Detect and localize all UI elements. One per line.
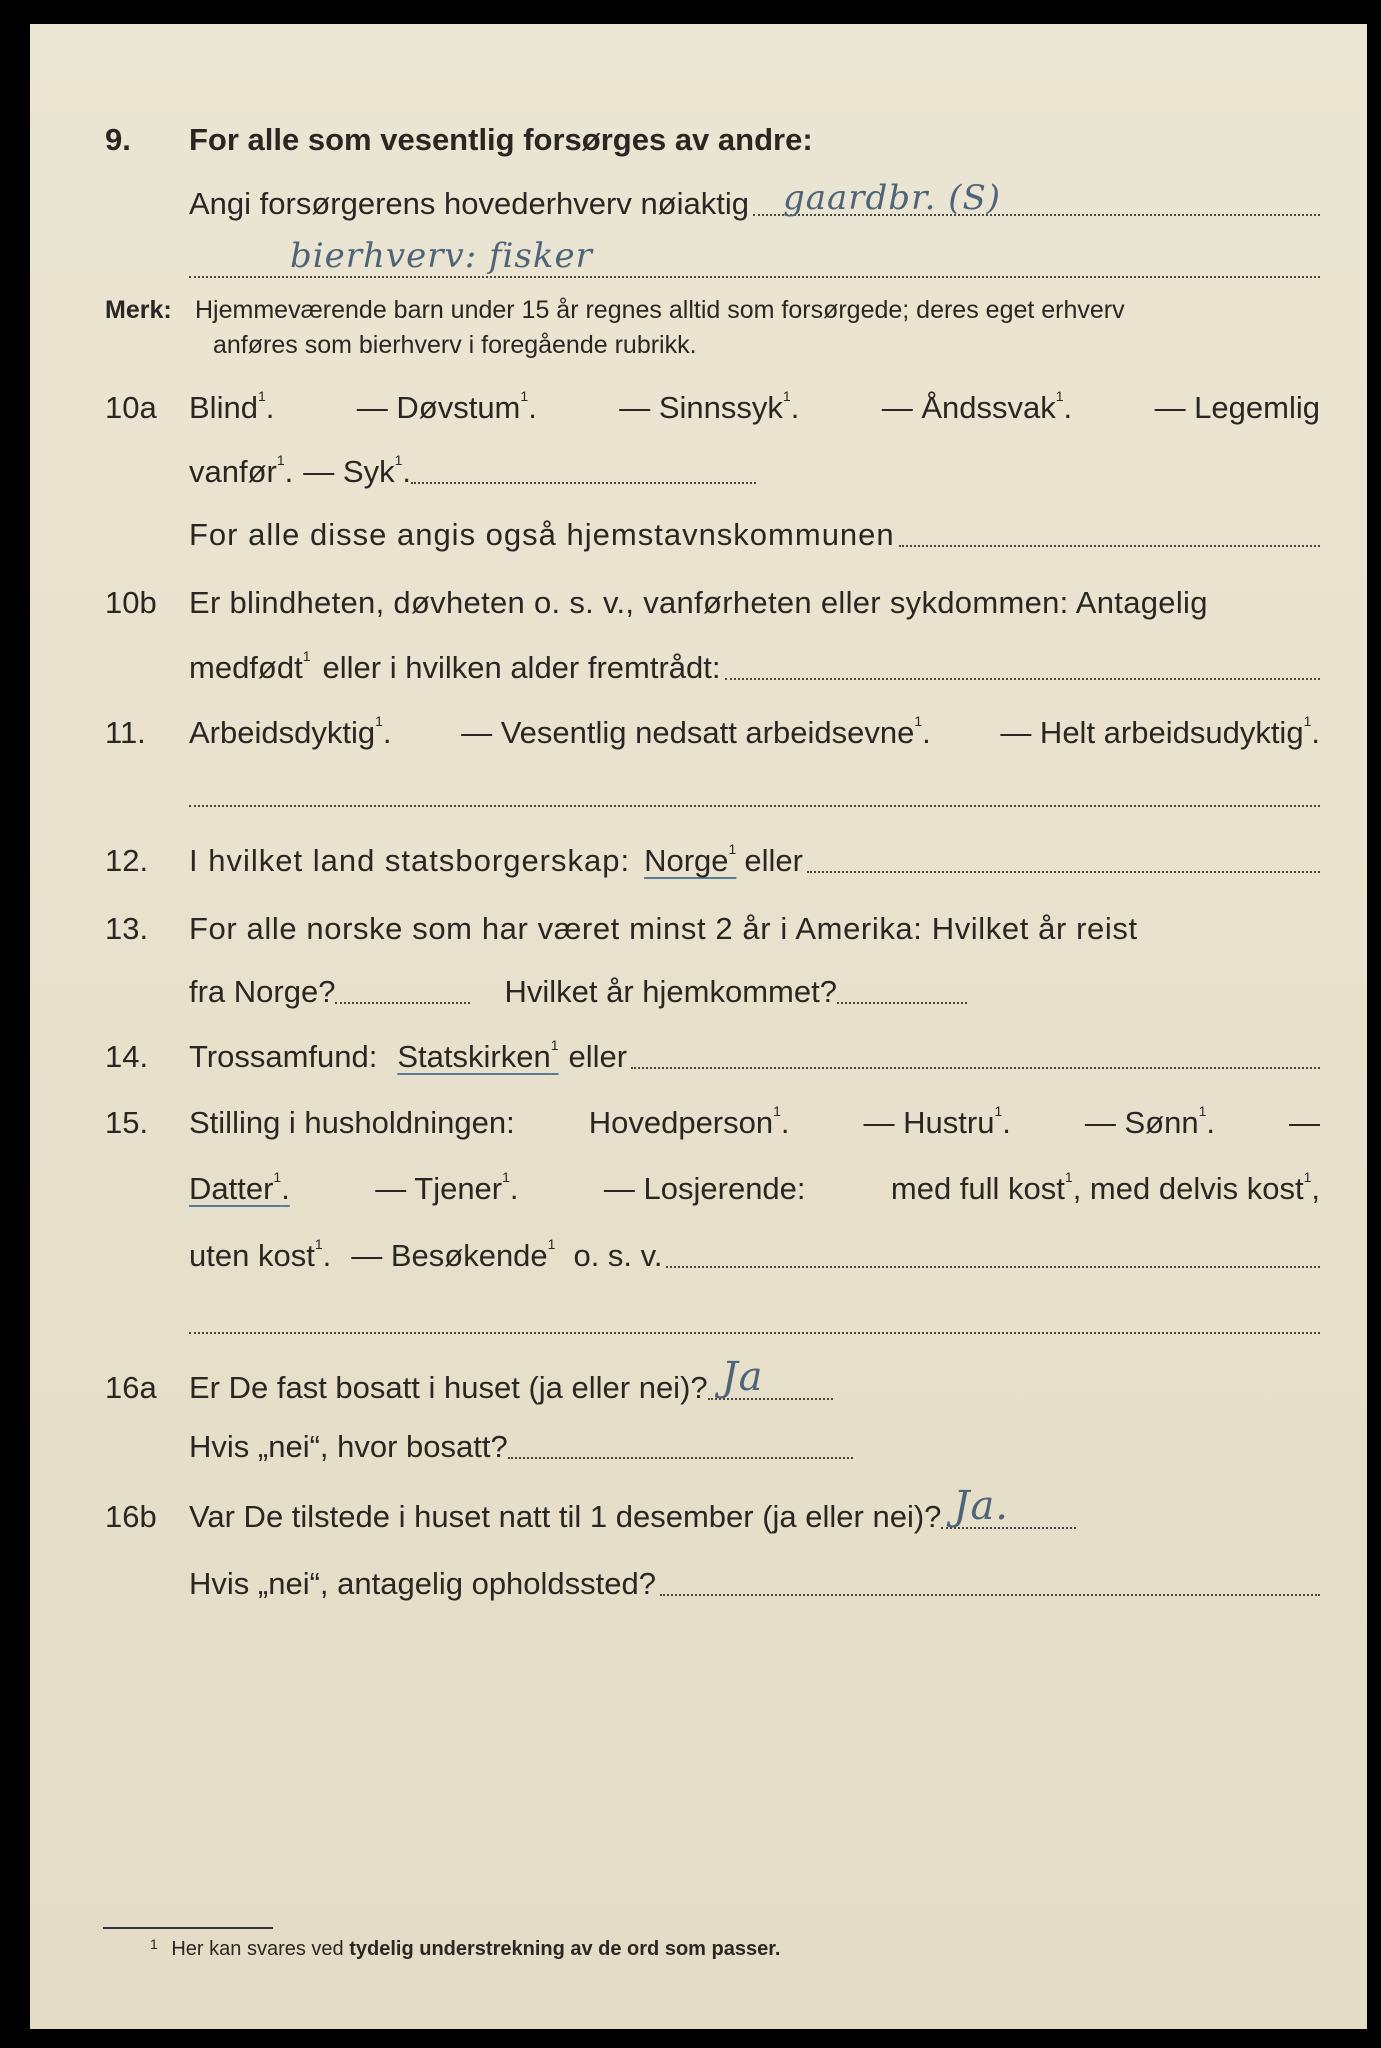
q16a-bosatt-line [508, 1457, 853, 1459]
q14-statskirken-option: Statskirken$^1$ [397, 1037, 559, 1074]
note-label: Merk: [105, 296, 172, 324]
q12-norge-option: Norge$^1$ [644, 841, 737, 878]
q11-dotted-line [189, 805, 1320, 807]
q9-title: For alle som vesentlig forsørges av andre: [189, 122, 813, 157]
q15-full-kost: med full kost$^1$, med delvis kost$^1$, [890, 1169, 1320, 1206]
q10b-row-1 [105, 585, 1320, 621]
q10b-line-1: Er blindheten, døvheten o. s. v., vanførheten eller sykdommen: Antagelig [189, 585, 1208, 620]
q12-line [807, 871, 1320, 873]
q16a-answer-line [708, 1354, 833, 1400]
q16b-prompt: Var De tilstede i huset natt til 1 desember (ja eller nei)? [189, 1499, 942, 1534]
q9-dotted-line [189, 276, 1320, 278]
q11-udyktig: — Helt arbeidsudyktig$^1$. [1000, 713, 1320, 750]
q13-hjemkommet: Hvilket år hjemkommet? [504, 974, 837, 1009]
footnote-rule [103, 1927, 273, 1929]
q15-row-1 [105, 1105, 1320, 1141]
q11-arbeidsdyktig: Arbeidsdyktig$^1$. [189, 713, 392, 750]
q16b-number: 16b [105, 1499, 157, 1534]
q15-datter-option: Datter$^1$. [189, 1169, 290, 1206]
q9-answer-main: gaardbr. (S) [782, 178, 1002, 218]
q10a-row-2 [105, 454, 1320, 490]
q16b-answer-line [941, 1483, 1076, 1529]
q15-row-2 [105, 1171, 1320, 1207]
q16a-row-1 [105, 1354, 1320, 1406]
q10a-syk-line [411, 482, 756, 484]
q15-dotted-line [189, 1332, 1320, 1334]
q12-eller: eller [744, 843, 803, 878]
note-line-2: anføres som bierhverv i foregående rubrikk. [213, 331, 697, 359]
q12-number: 12. [105, 843, 149, 878]
q10a-syk: — Syk$^1$. [303, 452, 411, 489]
q13-hjemkommet-line [837, 1002, 967, 1004]
q10a-hjemstavn-line [899, 545, 1320, 547]
q15-besokende: — Besøkende$^1$ [351, 1236, 556, 1273]
q13-reist: fra Norge? [189, 974, 336, 1009]
q10a-legemlig: — Legemlig [1154, 390, 1320, 425]
q16b-prompt-2: Hvis „nei“, antagelig opholdssted? [189, 1566, 656, 1601]
q10b-line [725, 678, 1320, 680]
q11-row [105, 715, 1320, 751]
q9-answer-side: bierhverv: fisker [290, 236, 593, 276]
q14-line [631, 1067, 1320, 1069]
q10a-dovstum: — Døvstum$^1$. [356, 388, 537, 425]
footnote-text-a: Her kan svares ved [171, 1938, 344, 1960]
q15-dash: — [1288, 1105, 1320, 1140]
q13-number: 13. [105, 911, 149, 946]
q13-line-1: For alle norske som har været minst 2 år i Amerika: Hvilket år reist [189, 911, 1138, 946]
q15-tjener: — Tjener$^1$. [375, 1169, 519, 1206]
q16a-prompt: Er De fast bosatt i huset (ja eller nei)? [189, 1370, 708, 1405]
q16a-answer: Ja [721, 1354, 764, 1400]
q10a-hjemstavn: For alle disse angis også hjemstavnskommunen [189, 517, 895, 552]
q9-prompt-row [105, 178, 1320, 222]
q12-row [105, 843, 1320, 879]
q16b-row-1 [105, 1483, 1320, 1535]
q15-losjerende: — Losjerende: [603, 1171, 806, 1206]
q15-line [666, 1266, 1320, 1268]
q10a-andssvak: — Åndssvak$^1$. [881, 388, 1073, 425]
q9-answer-line [753, 178, 1320, 218]
q13-row-2 [105, 974, 1320, 1010]
q10a-vanfor: vanfør$^1$. [189, 452, 294, 489]
note-row-1 [105, 296, 1320, 325]
q15-number: 15. [105, 1105, 149, 1140]
q15-hustru: — Hustru$^1$. [863, 1103, 1011, 1140]
note-line-1: Hjemmeværende barn under 15 år regnes alltid som forsørgede; deres eget erhverv [195, 296, 1125, 324]
footnote-text-b: tydelig understrekning av de ord som passer. [349, 1938, 781, 1960]
q14-eller: eller [568, 1039, 628, 1074]
q16a-row-2 [105, 1429, 1320, 1465]
q15-hovedperson: Hovedperson$^1$. [588, 1103, 790, 1140]
q16a-prompt-2: Hvis „nei“, hvor bosatt? [189, 1429, 508, 1464]
q15-prompt: Stilling i husholdningen: [189, 1105, 515, 1140]
q15-osv: o. s. v. [573, 1238, 663, 1273]
q12-prompt: I hvilket land statsborgerskap: [189, 843, 631, 878]
q10a-sinnssyk: — Sinnssyk$^1$. [619, 388, 800, 425]
q13-row-1 [105, 911, 1320, 947]
q10b-row-2 [105, 650, 1320, 686]
q10a-blind: Blind$^1$. [189, 388, 275, 425]
footnote [150, 1938, 780, 1961]
q10b-number: 10b [105, 585, 157, 620]
q16a-number: 16a [105, 1370, 157, 1405]
q14-row [105, 1039, 1320, 1075]
q11-nedsatt: — Vesentlig nedsatt arbeidsevne$^1$. [461, 713, 931, 750]
q16b-row-2 [105, 1566, 1320, 1602]
q14-prompt: Trossamfund: [189, 1039, 378, 1074]
q15-uten-kost: uten kost$^1$. [189, 1236, 332, 1273]
q10a-row-3 [105, 517, 1320, 553]
q15-sonn: — Sønn$^1$. [1084, 1103, 1215, 1140]
q13-reist-line [335, 1002, 470, 1004]
q16b-opholdssted-line [660, 1594, 1320, 1596]
q11-number: 11. [105, 715, 146, 750]
q9-prompt: Angi forsørgerens hovederhverv nøiaktig [189, 186, 749, 221]
footnote-mark: 1 [150, 1936, 158, 1952]
q14-number: 14. [105, 1039, 149, 1074]
q15-row-3 [105, 1238, 1320, 1274]
q9-number: 9. [105, 122, 131, 157]
q10a-number: 10a [105, 390, 157, 425]
q9-title-row [105, 122, 1320, 158]
q10a-row-1 [105, 390, 1320, 426]
q16b-answer: Ja. [953, 1483, 1010, 1529]
q10b-alder: eller i hvilken alder fremtrådt: [322, 650, 721, 685]
q10b-medfodt: medfødt$^1$ [189, 648, 311, 685]
note-row-2 [105, 331, 1320, 360]
